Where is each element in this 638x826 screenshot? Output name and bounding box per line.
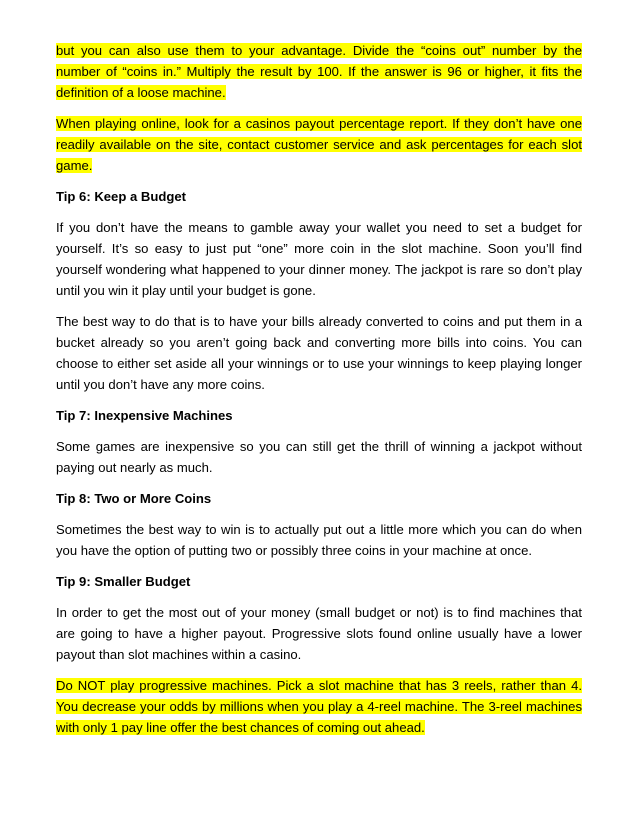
paragraph-convert-bills: The best way to do that is to have your bills already converted to coins and put them in a bucket already so you aren’t going back and converting more bills into coins. You can choose to either set aside all your winnings or to use your winnings to keep playing longer until you don’t have any more coins. xyxy=(56,314,582,392)
paragraph-inexpensive-games: Some games are inexpensive so you can still get the thrill of winning a jackpot without paying out nearly as much. xyxy=(56,439,582,475)
highlighted-text: but you can also use them to your advantage. Divide the “coins out” number by the number of “coins in.” Multiply the result by 100. If the answer is 96 or higher, it fits the definition of a loose machine. xyxy=(56,43,582,100)
paragraph-higher-payout: In order to get the most out of your money (small budget or not) is to find machines that are going to have a higher payout. Progressive slots found online usually have a lower payout than slot machines within a casino. xyxy=(56,605,582,662)
paragraph-set-budget: If you don’t have the means to gamble away your wallet you need to set a budget for yourself. It’s so easy to just put “one” more coin in the slot machine. Soon you’ll find yourself wondering what happened to your dinner money. The jackpot is rare so don’t play until you win it play until your budget is gone. xyxy=(56,220,582,298)
heading-tip-8: Tip 8: Two or More Coins xyxy=(56,491,212,506)
paragraph-online-payout xyxy=(56,113,582,176)
heading-tip-9: Tip 9: Smaller Budget xyxy=(56,574,191,589)
paragraph-progressive-machines xyxy=(56,675,582,738)
highlighted-text: When playing online, look for a casinos payout percentage report. If they don’t have one readily available on the site, contact customer service and ask percentages for each slot game. xyxy=(56,116,582,173)
paragraph-loose-machine xyxy=(56,40,582,103)
paragraph-two-coins: Sometimes the best way to win is to actually put out a little more which you can do when you have the option of putting two or possibly three coins in your machine at once. xyxy=(56,522,582,558)
highlighted-text: Do NOT play progressive machines. Pick a slot machine that has 3 reels, rather than 4. You decrease your odds by millions when you play a 4-reel machine. The 3-reel machines with only 1 pay line offer the best chances of coming out ahead. xyxy=(56,678,582,735)
heading-tip-6: Tip 6: Keep a Budget xyxy=(56,189,186,204)
heading-tip-7: Tip 7: Inexpensive Machines xyxy=(56,408,233,423)
